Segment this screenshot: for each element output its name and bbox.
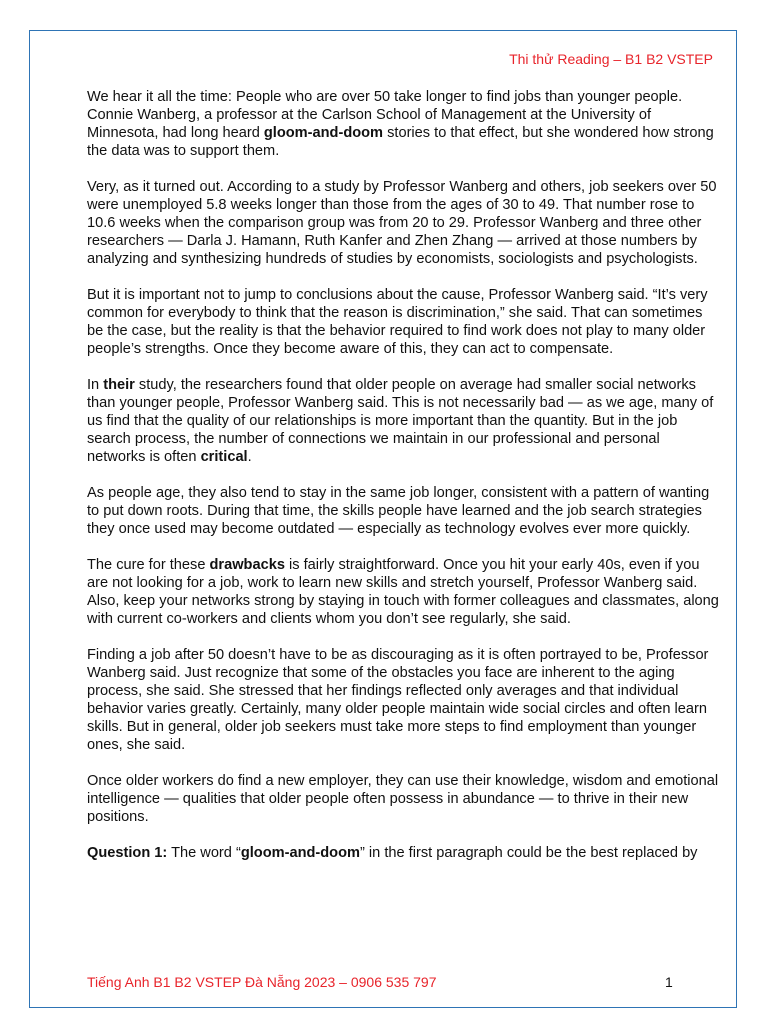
question-target-word: gloom-and-doom [240, 845, 360, 861]
highlighted-word-their: their [103, 377, 135, 393]
question-1: Question 1: The word “gloom-and-doom” in the first paragraph could be the best replaced by [87, 845, 698, 861]
highlighted-word-drawbacks: drawbacks [209, 557, 285, 573]
paragraph-7: Finding a job after 50 doesn’t have to be as discouraging as it is often portrayed to be, Professor Wanberg said. Just recognize that some of the obstacles you face are inherent to the aging process, she said. She stressed that her findings reflected only averages and that individual behavior varies greatly. Certainly, many older people maintain wide social circles and often learn skills. But in general, older job seekers must take more steps to find employment than younger ones, she said. [87, 647, 709, 753]
page-header: Thi thử Reading – B1 B2 VSTEP [509, 51, 713, 67]
reading-passage [87, 88, 720, 880]
paragraph-6: The cure for these drawbacks is fairly straightforward. Once you hit your early 40s, even if you are not looking for a job, work to learn new skills and stretch yourself, Professor Wanberg said. Also, keep your networks strong by staying in touch with former colleagues and classmates, along with current co-workers and clients whom you don’t see regularly, she said. [87, 557, 719, 627]
question-label: Question 1: [87, 845, 168, 861]
paragraph-8: Once older workers do find a new employer, they can use their knowledge, wisdom and emotional intelligence — qualities that older people often possess in abundance — to thrive in their new positions. [87, 773, 719, 825]
page-number: 1 [665, 974, 673, 990]
paragraph-1: We hear it all the time: People who are over 50 take longer to find jobs than younger people. Connie Wanberg, a professor at the Carlson School of Management at the University of Minnesota, had long heard gloom-and-doom stories to that effect, but she wondered how strong the data was to support them. [87, 89, 714, 159]
footer-contact: Tiếng Anh B1 B2 VSTEP Đà Nẵng 2023 – 0906 535 797 [87, 974, 437, 990]
paragraph-2: Very, as it turned out. According to a study by Professor Wanberg and others, job seekers over 50 were unemployed 5.8 weeks longer than those from the ages of 30 to 49. That number rose to 10.6 weeks when the comparison group was from 20 to 29. Professor Wanberg and three other researchers — Darla J. Hamann, Ruth Kanfer and Zhen Zhang — arrived at those numbers by analyzing and synthesizing hundreds of studies by economists, sociologists and psychologists. [87, 179, 717, 267]
highlighted-word-gloom-and-doom: gloom-and-doom [263, 125, 384, 141]
paragraph-5: As people age, they also tend to stay in the same job longer, consistent with a pattern of wanting to put down roots. During that time, the skills people have learned and the job search strategies they once used may become outdated — especially as technology evolves ever more quickly. [87, 485, 710, 537]
paragraph-4: In their study, the researchers found that older people on average had smaller social networks than younger people, Professor Wanberg said. This is not necessarily bad — as we age, many of us find that the quality of our relationships is more important than the quantity. But in the job search process, the number of connections we maintain in our professional and personal networks is often critical. [87, 377, 714, 465]
paragraph-3: But it is important not to jump to conclusions about the cause, Professor Wanberg said. “It’s very common for everybody to think that the reason is discrimination,” she said. That can sometimes be the case, but the reality is that the behavior required to find work does not play to many older people’s strengths. Once they become aware of this, they can act to compensate. [87, 287, 708, 357]
highlighted-word-critical: critical [200, 449, 248, 465]
